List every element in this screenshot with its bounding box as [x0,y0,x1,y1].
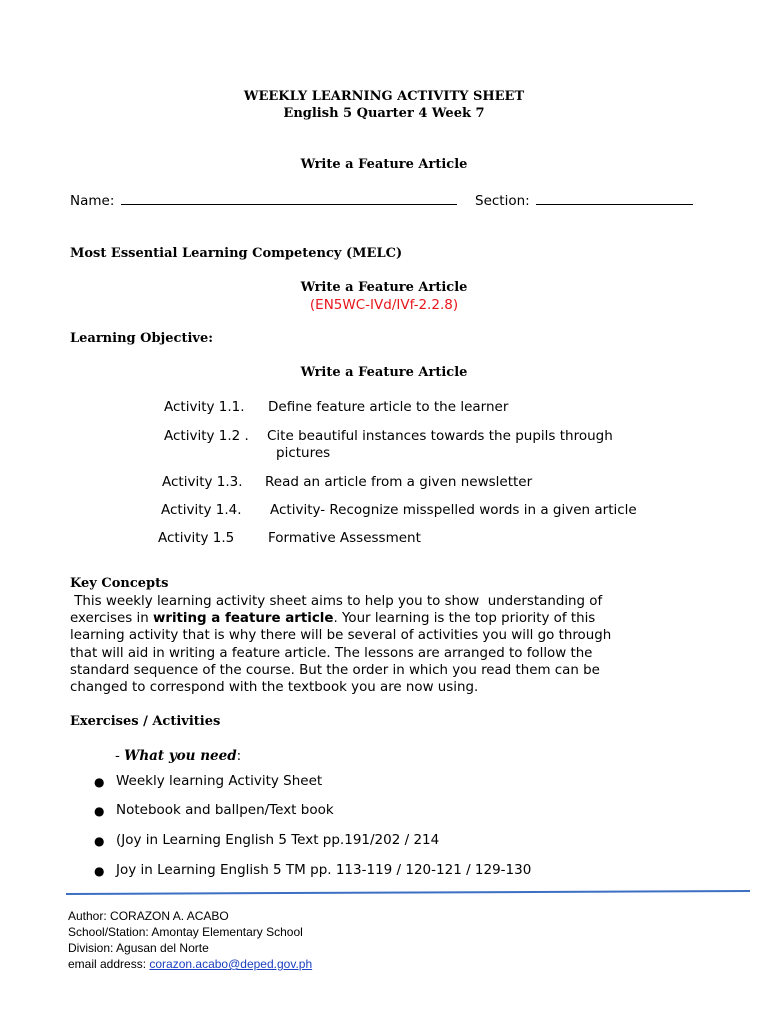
kc-line-4: that will aid in writing a feature article. The lessons are arranged to follow the [70,645,593,661]
melc-heading: Most Essential Learning Competency (MELC) [70,246,403,261]
section-label: Section: [475,193,530,209]
sheet-subtitle: English 5 Quarter 4 Week 7 [283,106,485,121]
kc-line-5: standard sequence of the course. But the order in which you read them can be [70,662,600,678]
exercises-heading: Exercises / Activities [70,714,221,729]
footer-division: Division: Agusan del Norte [68,941,209,955]
section-row [475,192,693,209]
kc-bold-phrase: writing a feature article [152,611,334,627]
bullet-icon: ● [94,775,105,789]
activity-1-3-num: Activity 1.3. [162,474,243,490]
need-label: What you need [124,748,237,764]
kc-line-2a: exercises in [70,611,153,627]
bullet-icon: ● [94,864,105,878]
kc-line-2b: . Your learning is the top priority of this [333,611,596,627]
footer-email-label: email address: [68,957,150,971]
kc-line-2 [70,610,690,627]
activity-1-2-text: Cite beautiful instances towards the pupils through [267,428,613,444]
footer-email-link[interactable]: corazon.acabo@deped.gov.ph [149,957,313,971]
activity-1-2-text-cont: pictures [276,445,331,461]
activity-1-1-num: Activity 1.1. [164,399,245,415]
need-item-3: (Joy in Learning English 5 Text pp.191/202 / 214 [116,832,440,848]
sheet-title: WEEKLY LEARNING ACTIVITY SHEET [243,89,525,104]
footer-email-row [68,956,312,972]
name-blank[interactable] [121,192,457,205]
footer-author: Author: CORAZON A. ACABO [68,909,229,923]
activity-1-5-text: Formative Assessment [268,530,421,546]
melc-topic: Write a Feature Article [300,280,468,295]
footer-divider [66,890,750,895]
kc-line-3: learning activity that is why there will be several of activities you will go through [70,628,612,644]
activity-1-5-num: Activity 1.5 [158,530,235,546]
name-row [70,192,457,209]
melc-code: (EN5WC-IVd/IVf-2.2.8) [309,297,459,313]
sheet-topic: Write a Feature Article [300,157,468,172]
name-label: Name: [70,193,115,209]
need-prefix: - [115,748,125,764]
kc-line-1: This weekly learning activity sheet aims to help you to show understanding of [70,594,603,609]
key-concepts-heading: Key Concepts [70,576,169,591]
what-you-need [115,748,241,764]
bullet-icon: ● [94,834,105,848]
activity-1-4-num: Activity 1.4. [161,502,242,518]
key-concepts-paragraph [70,593,690,696]
footer-school: School/Station: Amontay Elementary School [68,925,303,939]
bullet-icon: ● [94,804,105,818]
need-item-1: Weekly learning Activity Sheet [116,773,323,789]
activity-1-4-text: Activity- Recognize misspelled words in a given article [270,502,637,518]
need-item-4: Joy in Learning English 5 TM pp. 113-119 / 120-121 / 129-130 [116,862,532,878]
footer-block [68,908,312,972]
activity-1-1-text: Define feature article to the learner [268,399,509,415]
activity-1-2-num: Activity 1.2 . [164,428,249,444]
kc-line-6: changed to correspond with the textbook you are now using. [70,680,479,696]
objective-topic: Write a Feature Article [300,365,468,380]
activity-1-3-text: Read an article from a given newsletter [265,474,533,490]
section-blank[interactable] [536,192,693,205]
need-item-2: Notebook and ballpen/Text book [116,802,334,818]
objective-heading: Learning Objective: [70,331,214,346]
need-suffix: : [236,748,242,764]
